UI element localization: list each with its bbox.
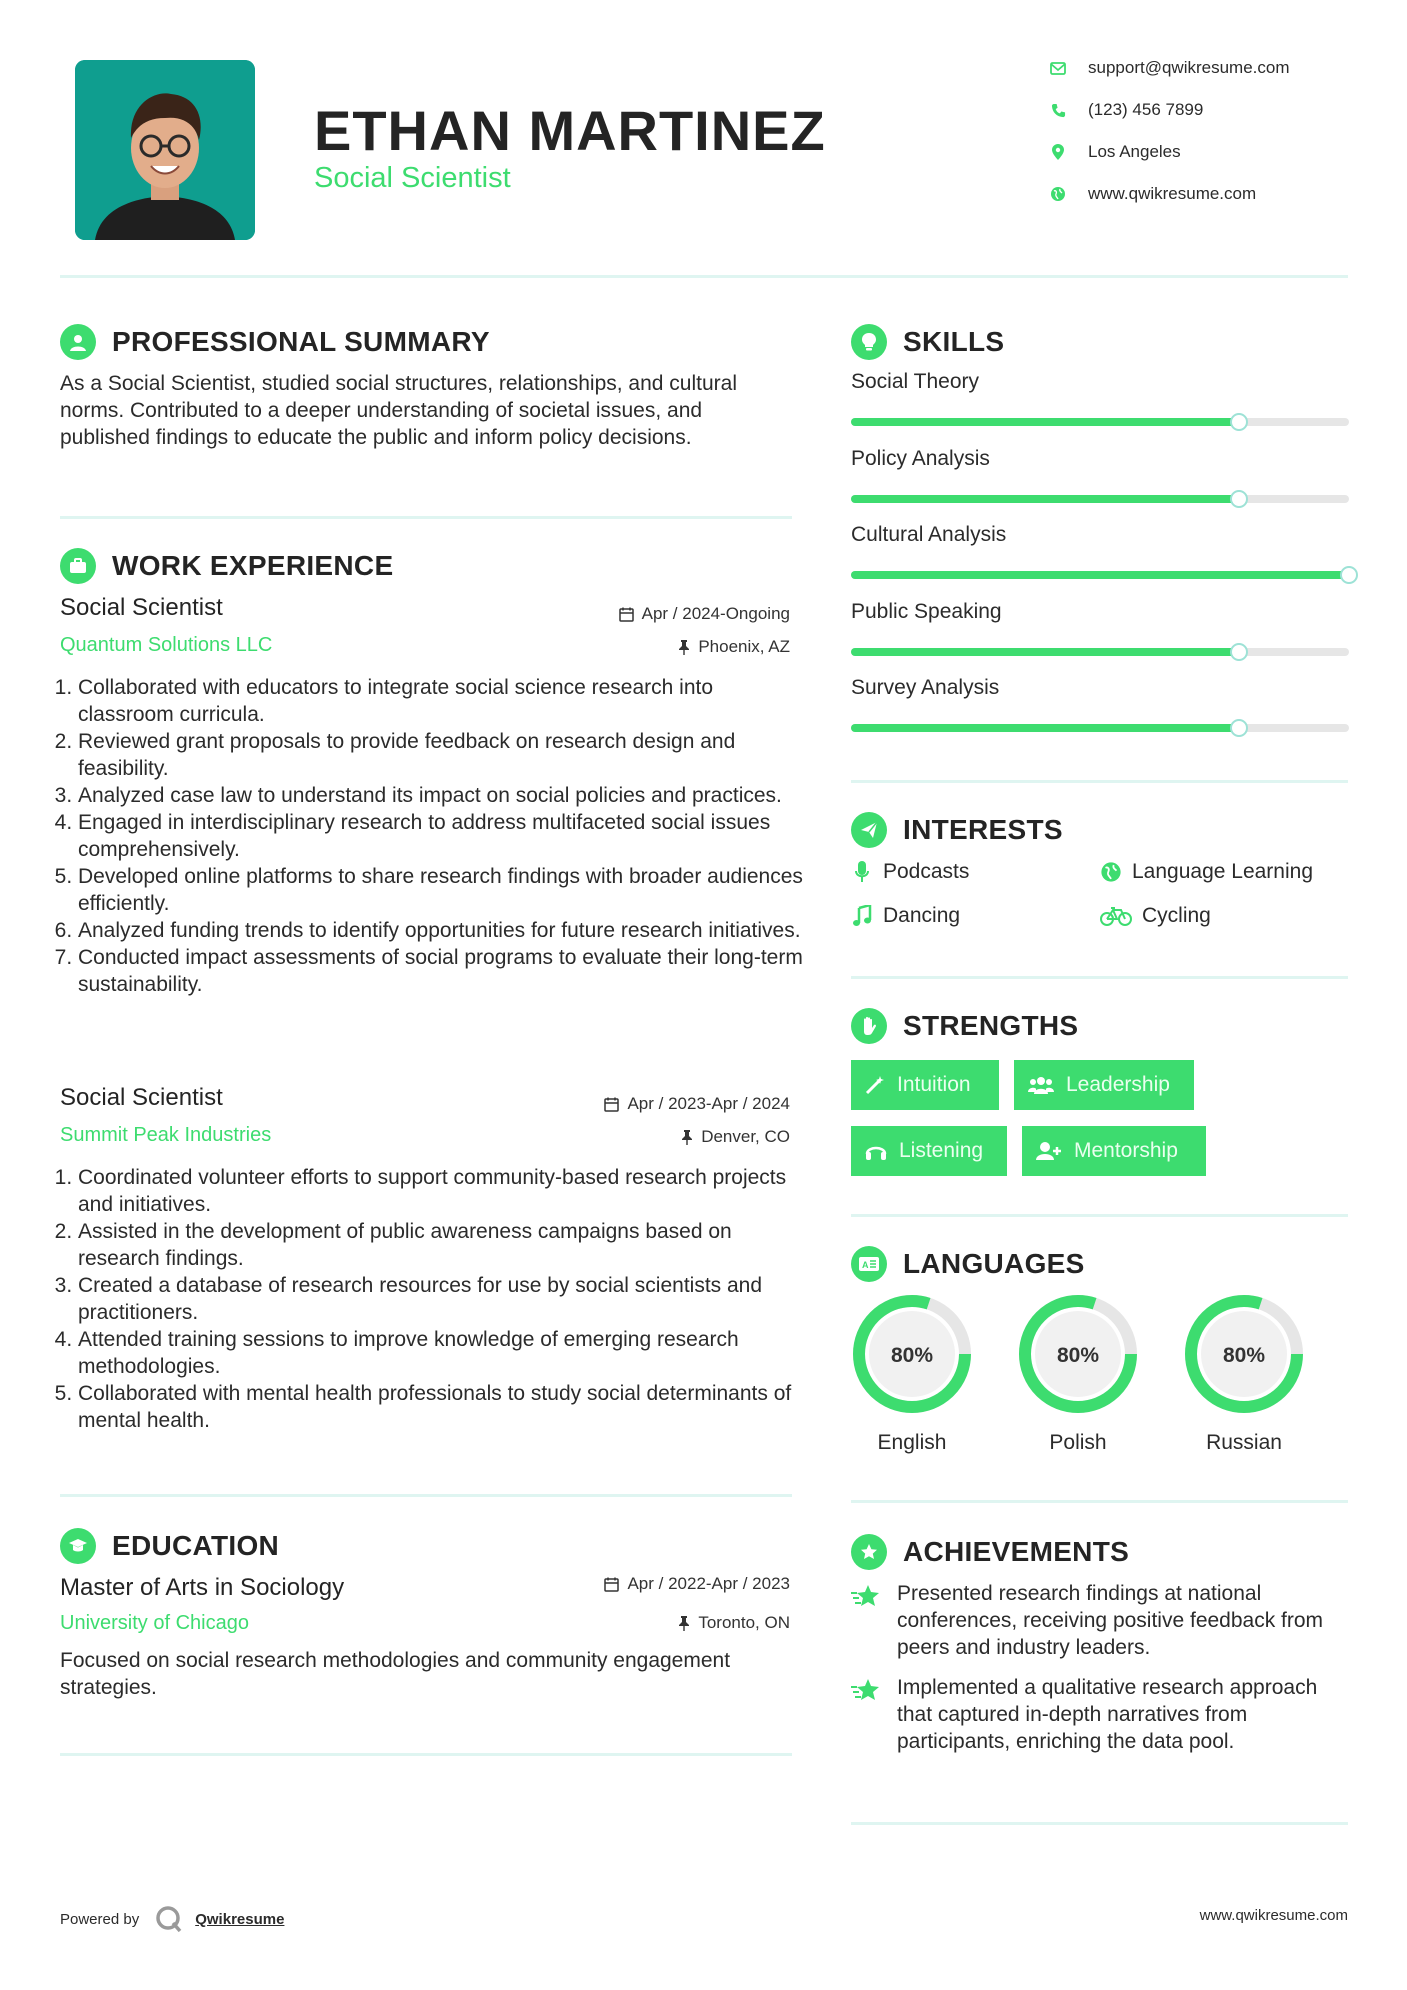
list-item: 7. Conducted impact assessments of social programs to evaluate their long-term sustainability. xyxy=(78,944,813,998)
interest-label: Language Learning xyxy=(1132,860,1314,883)
language-ring xyxy=(1016,1292,1140,1416)
contact-location-text: Los Angeles xyxy=(1088,142,1181,161)
skill-bar-track xyxy=(851,495,1349,503)
job-1-company: Quantum Solutions LLC xyxy=(60,634,273,656)
interest-label: Podcasts xyxy=(883,860,970,883)
briefcase-icon xyxy=(60,548,96,584)
strength-chip-leadership xyxy=(1014,1060,1194,1110)
job-2-dates-text: Apr / 2023-Apr / 2024 xyxy=(627,1094,790,1113)
language-russian xyxy=(1182,1292,1309,1455)
strengths-heading-text: STRENGTHS xyxy=(903,1010,1079,1041)
languages-heading-text: LANGUAGES xyxy=(903,1248,1085,1279)
skill-name: Survey Analysis xyxy=(851,676,1000,699)
skill-name: Public Speaking xyxy=(851,599,1002,623)
skill-bar-track xyxy=(851,724,1349,732)
skill-bar-track xyxy=(851,571,1349,579)
job-1-location-text: Phoenix, AZ xyxy=(698,637,790,656)
pushpin-icon xyxy=(678,640,690,655)
skill-bar-knob xyxy=(1230,643,1248,661)
achievements-heading-text: ACHIEVEMENTS xyxy=(903,1536,1130,1567)
lightbulb-icon xyxy=(851,324,887,360)
skill-name: Policy Analysis xyxy=(851,446,990,470)
achievement-text: Implemented a qualitative research approach that captured in-depth narratives from participants, enriching the data pool. xyxy=(897,1676,1318,1753)
achievement-2 xyxy=(851,1674,1351,1755)
experience-heading xyxy=(60,548,393,584)
skill-bar-fill xyxy=(851,495,1239,503)
education-heading xyxy=(60,1528,279,1564)
achievements-heading xyxy=(851,1534,1129,1570)
bicycle-icon xyxy=(1100,906,1132,926)
strength-chip-intuition xyxy=(851,1060,999,1110)
interests-heading xyxy=(851,812,1063,848)
language-english xyxy=(850,1292,977,1455)
language-ring xyxy=(1182,1292,1306,1416)
user-icon xyxy=(60,324,96,360)
skills-divider xyxy=(851,780,1348,783)
job-2-bullets xyxy=(60,1164,813,1434)
language-percent: 80% xyxy=(1056,1344,1100,1367)
strength-chip-mentorship xyxy=(1022,1126,1206,1176)
list-item: 3. Analyzed case law to understand its impact on social policies and practices. xyxy=(78,782,813,809)
language-percent: 80% xyxy=(890,1344,934,1367)
languages-divider xyxy=(851,1500,1348,1503)
job-1-bullets xyxy=(60,674,813,998)
strengths-divider xyxy=(851,1214,1348,1217)
list-item: 6. Analyzed funding trends to identify opportunities for future research initiatives. xyxy=(78,917,813,944)
list-item: 5. Developed online platforms to share research findings with broader audiences efficiently. xyxy=(78,863,813,917)
summary-text: As a Social Scientist, studied social structures, relationships, and cultural norms. Contributed to a deeper understanding of societal issues, and published findings to educate the public and inform policy decisions. xyxy=(60,372,737,449)
contact-website[interactable] xyxy=(1050,184,1380,204)
hand-icon xyxy=(851,1008,887,1044)
candidate-title: Social Scientist xyxy=(314,162,511,194)
skills-heading-text: SKILLS xyxy=(903,326,1005,357)
pushpin-icon xyxy=(678,1616,690,1631)
globe-icon xyxy=(1050,186,1066,202)
languages-heading xyxy=(851,1246,1085,1282)
profile-photo xyxy=(75,60,255,240)
contact-email-text: support@qwikresume.com xyxy=(1088,58,1290,77)
interests-heading-text: INTERESTS xyxy=(903,814,1063,845)
job-1-title: Social Scientist xyxy=(60,594,223,621)
list-item: 3. Created a database of research resources for use by social scientists and practitioners. xyxy=(78,1272,813,1326)
list-item: 5. Collaborated with mental health professionals to study social determinants of mental health. xyxy=(78,1380,813,1434)
summary-divider xyxy=(60,516,792,519)
education-dates xyxy=(520,1574,790,1594)
interest-cycling xyxy=(1100,904,1211,928)
job-2-dates xyxy=(520,1094,790,1114)
list-item: 1. Coordinated volunteer efforts to support community-based research projects and initiatives. xyxy=(78,1164,813,1218)
job-1-dates xyxy=(520,604,790,624)
strengths-heading xyxy=(851,1008,1078,1044)
skill-name: Cultural Analysis xyxy=(851,523,1007,546)
contact-phone[interactable] xyxy=(1050,100,1380,120)
education-location xyxy=(520,1613,790,1633)
interest-language-learning xyxy=(1100,860,1313,884)
list-item: 2. Reviewed grant proposals to provide feedback on research design and feasibility. xyxy=(78,728,813,782)
calendar-icon xyxy=(604,1577,619,1592)
job-2-company: Summit Peak Industries xyxy=(60,1124,272,1146)
education-location-text: Toronto, ON xyxy=(698,1613,790,1632)
interest-label: Dancing xyxy=(883,904,961,927)
job-2-location-text: Denver, CO xyxy=(701,1127,790,1146)
job-2-location xyxy=(520,1127,790,1147)
interests-divider xyxy=(851,976,1348,979)
achievement-text: Presented research findings at national conferences, receiving positive feedback from peers and industry leaders. xyxy=(897,1582,1324,1659)
pushpin-icon xyxy=(681,1130,693,1145)
education-degree: Master of Arts in Sociology xyxy=(60,1574,345,1601)
skill-bar-fill xyxy=(851,648,1239,656)
map-pin-icon xyxy=(1050,144,1066,160)
footer-powered-by xyxy=(60,1905,284,1933)
phone-icon xyxy=(1050,102,1066,118)
skill-bar-knob xyxy=(1230,413,1248,431)
strength-label: Intuition xyxy=(897,1073,971,1096)
list-item: 2. Assisted in the development of public awareness campaigns based on research findings. xyxy=(78,1218,813,1272)
education-heading-text: EDUCATION xyxy=(112,1530,280,1561)
contact-location xyxy=(1050,142,1380,162)
star-icon xyxy=(851,1674,881,1755)
experience-divider xyxy=(60,1494,792,1497)
calendar-icon xyxy=(619,607,634,622)
powered-by-text: Powered by xyxy=(60,1910,140,1928)
users-icon xyxy=(1028,1075,1054,1095)
education-school: University of Chicago xyxy=(60,1612,249,1634)
interest-dancing xyxy=(851,904,960,928)
footer-url[interactable]: www.qwikresume.com xyxy=(1199,1907,1348,1924)
svg-text:A: A xyxy=(862,1260,869,1270)
skill-bar-knob xyxy=(1230,490,1248,508)
user-plus-icon xyxy=(1036,1141,1062,1161)
language-ring xyxy=(850,1292,974,1416)
contact-website-text: www.qwikresume.com xyxy=(1088,184,1257,203)
brand-link[interactable]: Qwikresume xyxy=(195,1910,285,1928)
summary-heading xyxy=(60,324,490,360)
award-star-icon xyxy=(851,1534,887,1570)
paper-plane-icon xyxy=(851,812,887,848)
star-icon xyxy=(851,1580,881,1661)
education-divider xyxy=(60,1753,792,1756)
skills-heading xyxy=(851,324,1004,360)
language-name: Polish xyxy=(1049,1431,1107,1454)
skill-name: Social Theory xyxy=(851,370,980,393)
skill-bar-track xyxy=(851,418,1349,426)
achievements-divider xyxy=(851,1822,1348,1825)
language-polish xyxy=(1016,1292,1143,1455)
headphones-icon xyxy=(865,1141,887,1161)
qwikresume-logo-icon xyxy=(155,1905,183,1933)
experience-heading-text: WORK EXPERIENCE xyxy=(112,550,394,581)
graduation-icon xyxy=(60,1528,96,1564)
strength-label: Listening xyxy=(899,1139,984,1162)
interest-podcasts xyxy=(851,860,969,884)
contact-phone-text: (123) 456 7899 xyxy=(1088,100,1204,119)
job-2-title: Social Scientist xyxy=(60,1084,223,1111)
language-percent: 80% xyxy=(1222,1344,1266,1367)
calendar-icon xyxy=(604,1097,619,1112)
envelope-icon xyxy=(1050,60,1066,76)
list-item: 1. Collaborated with educators to integrate social science research into classroom curricula. xyxy=(78,674,813,728)
strength-chip-listening xyxy=(851,1126,1007,1176)
job-1-dates-text: Apr / 2024-Ongoing xyxy=(641,604,790,623)
magic-wand-icon xyxy=(865,1075,885,1095)
microphone-icon xyxy=(851,861,873,883)
list-item: 4. Attended training sessions to improve knowledge of emerging research methodologies. xyxy=(78,1326,813,1380)
skill-bar-knob xyxy=(1230,719,1248,737)
education-text: Focused on social research methodologies and community engagement strategies. xyxy=(60,1649,731,1699)
header-divider xyxy=(60,275,1348,278)
list-item: 4. Engaged in interdisciplinary research to address multifaceted social issues comprehensively. xyxy=(78,809,813,863)
job-1-location xyxy=(520,637,790,657)
strength-label: Leadership xyxy=(1066,1073,1170,1096)
skill-bar-knob xyxy=(1340,566,1358,584)
language-name: Russian xyxy=(1206,1431,1282,1454)
skill-bar-fill xyxy=(851,418,1239,426)
music-note-icon xyxy=(851,905,873,927)
contact-email[interactable] xyxy=(1050,58,1380,78)
interest-label: Cycling xyxy=(1142,904,1211,927)
skill-bar-track xyxy=(851,648,1349,656)
summary-heading-text: PROFESSIONAL SUMMARY xyxy=(112,326,490,357)
strength-label: Mentorship xyxy=(1074,1139,1178,1162)
language-name: English xyxy=(877,1431,947,1454)
skill-bar-fill xyxy=(851,571,1349,579)
language-card-icon xyxy=(851,1246,887,1282)
skill-bar-fill xyxy=(851,724,1239,732)
education-dates-text: Apr / 2022-Apr / 2023 xyxy=(627,1574,790,1593)
candidate-name: ETHAN MARTINEZ xyxy=(314,99,826,162)
achievement-1 xyxy=(851,1580,1351,1661)
globe-icon xyxy=(1100,861,1122,883)
